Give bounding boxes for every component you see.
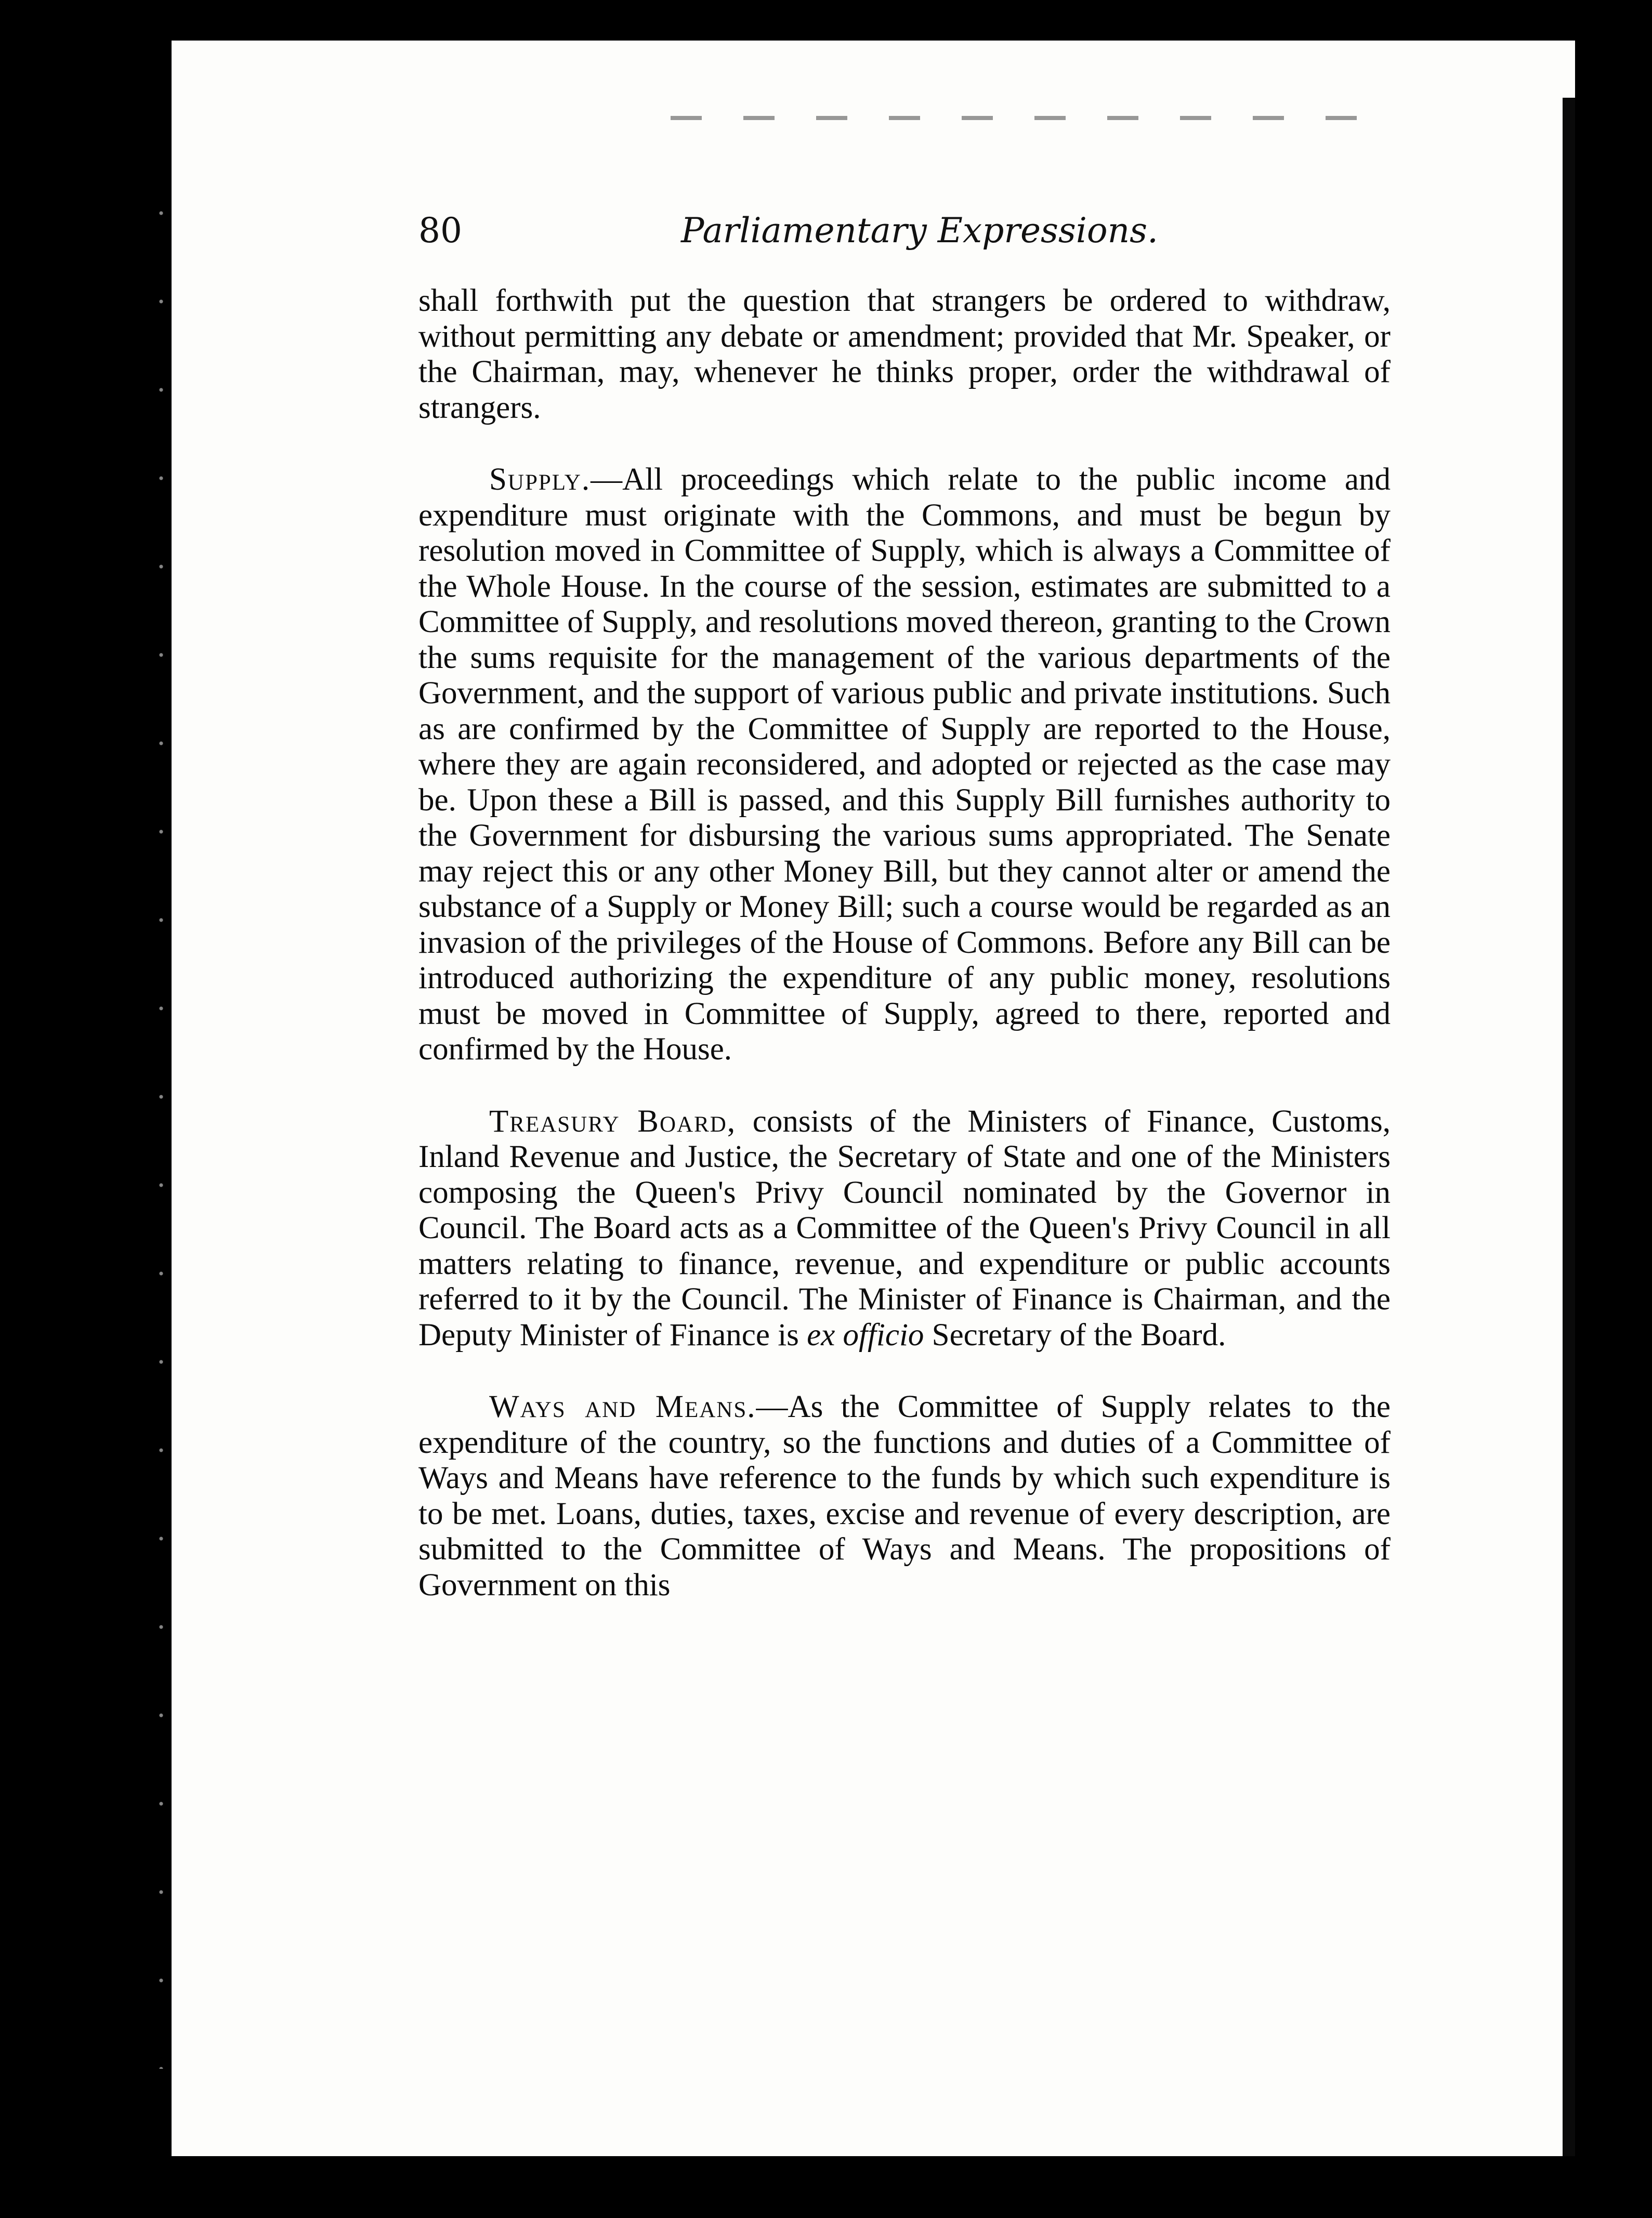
scan-top-marks <box>671 116 1398 120</box>
paragraph-treasury-board <box>418 1104 1391 1354</box>
paragraph-text: consists of the Ministers of Finance, Customs, Inland Revenue and Justice, the Secretary of State and one of the Ministers composing the Queen's Privy Council nominated by the Governor in Council. The Board acts as a Committee of the Queen's Privy Council in all matters relating to finance, revenue, and expenditure or public accounts referred to it by the Council. The Minister of Finance is Chairman, and the Deputy Minister of Finance is <box>418 1104 1391 1353</box>
entry-heading: Ways and Means. <box>489 1389 756 1424</box>
page-edge-shadow <box>1563 98 1575 2156</box>
entry-heading: Supply. <box>489 462 591 497</box>
paragraph-ways-and-means <box>418 1389 1391 1603</box>
entry-heading: Treasury Board, <box>489 1104 737 1139</box>
paragraph-text: Secretary of the Board. <box>924 1317 1226 1353</box>
page-number: 80 <box>418 211 462 251</box>
page-body <box>418 283 1391 1603</box>
paragraph-supply <box>418 462 1391 1068</box>
paragraph-text: —All proceedings which relate to the public income and expenditure must originate with the Commons, and must be begun by resolution moved in Committee of Supply, which is always a Committee of the Whole House. In the course of the session, estimates are submitted to a Committee of Supply, and resolutions moved thereon, granting to the Crown the sums requisite for the management of the various departments of the Government, and the support of various public and private institutions. Such as are confirmed by the Committee of Supply are reported to the House, where they are again reconsidered, and adopted or rejected as the case may be. Upon these a Bill is passed, and this Supply Bill furnishes authority to the Government for disbursing the various sums appropriated. The Senate may reject this or any other Money Bill, but they cannot alter or amend the substance of a Supply or Money Bill; such a course would be regarded as an invasion of the privileges of the House of Commons. Before any Bill can be introduced authorizing the expenditure of any public money, resolutions must be moved in Committee of Supply, agreed to there, reported and confirmed by the House. <box>418 462 1391 1067</box>
running-title: Parliamentary Expressions. <box>681 211 1158 251</box>
paragraph-strangers <box>418 283 1391 426</box>
italic-phrase: ex officio <box>807 1317 924 1353</box>
paragraph-text: —As the Committee of Supply relates to the expenditure of the country, so the functions and duties of a Committee of Ways and Means have reference to the funds by which such expenditure is to be met. Loans, duties, taxes, excise and revenue of every description, are submitted to the Committee of Ways and Means. The propositions of Government on this <box>418 1389 1391 1603</box>
scan-margin-specks <box>151 198 172 2069</box>
page-header <box>418 211 1380 257</box>
paragraph-text: shall forthwith put the question that strangers be ordered to withdraw, without permitting any debate or amendment; provided that Mr. Speaker, or the Chairman, may, whenever he thinks proper, order the withdrawal of strangers. <box>418 283 1391 425</box>
